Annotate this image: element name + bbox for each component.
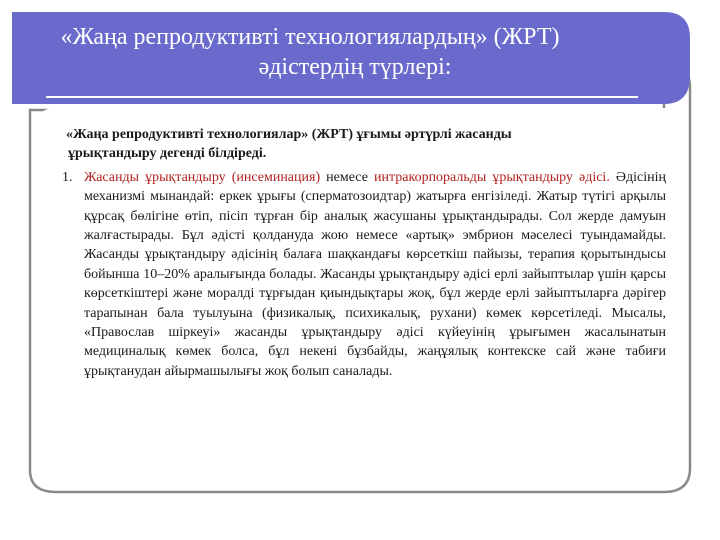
method-name-1: Жасанды ұрықтандыру (инсеминация) bbox=[84, 169, 321, 185]
lead-paragraph bbox=[62, 125, 666, 164]
lead-line-2: ұрықтандыру дегенді білдіреді. bbox=[68, 146, 267, 162]
list-item-1 bbox=[62, 168, 666, 381]
method-description: Әдісінің механизмі мынандай: еркек ұрығы (сперматозоидтар) жатырға енгізіледі. Жатыр түтігі арқылы құрсақ бөлігіне өтіп, пісіп тұрған бір аналық жасушаны ұрықтандырады. Сол жерде дамуын жалғастырады. Бұл әдісті қолдануда жою немесе «артық» эмбрион мәселесі туындамайды. Жасанды ұрықтандыру әдісінің балаға шақкандағы көрсеткіш пайызы, терапия қорытындысы бойынша 10–20% аралығында болады. Жасанды ұрықтандыру әдісі ерлі зайыптылар үшін қарсы көрсеткіштері және моралді тұрғыдан қиындықтары жоқ, бұл жерде ерлі зайыптыларға дәрігер тарапынан бала туылуына (физикалық, психикалық, рухани) көмек көрсетіледі. Мысалы, «Православ шіркеуі» жасанды ұрықтандыру әдісі күйеуінің ұрығымен жасалынатын медициналық көмек болса, бұл некені бұзбайды, жаңұялық контекске сай және табиғи ұрықтанудан айырмашылығы жоқ болып саналады. bbox=[84, 169, 667, 379]
lead-line-1: «Жаңа репродуктивті технологиялар» (ЖРТ) ұғымы әртүрлі жасанды bbox=[66, 127, 512, 142]
title-underline bbox=[46, 96, 638, 98]
connector-text: немесе bbox=[320, 169, 374, 185]
list-item-number: 1. bbox=[62, 169, 73, 185]
title-line-1: «Жаңа репродуктивті технологиялардың» (ЖРТ) bbox=[60, 24, 560, 50]
list-item-text bbox=[84, 168, 666, 381]
slide-title bbox=[20, 22, 660, 82]
method-name-2: интракорпоральды ұрықтандыру әдісі. bbox=[373, 169, 610, 185]
title-line-2: әдістердің түрлері: bbox=[258, 54, 452, 80]
slide-body bbox=[62, 125, 666, 381]
